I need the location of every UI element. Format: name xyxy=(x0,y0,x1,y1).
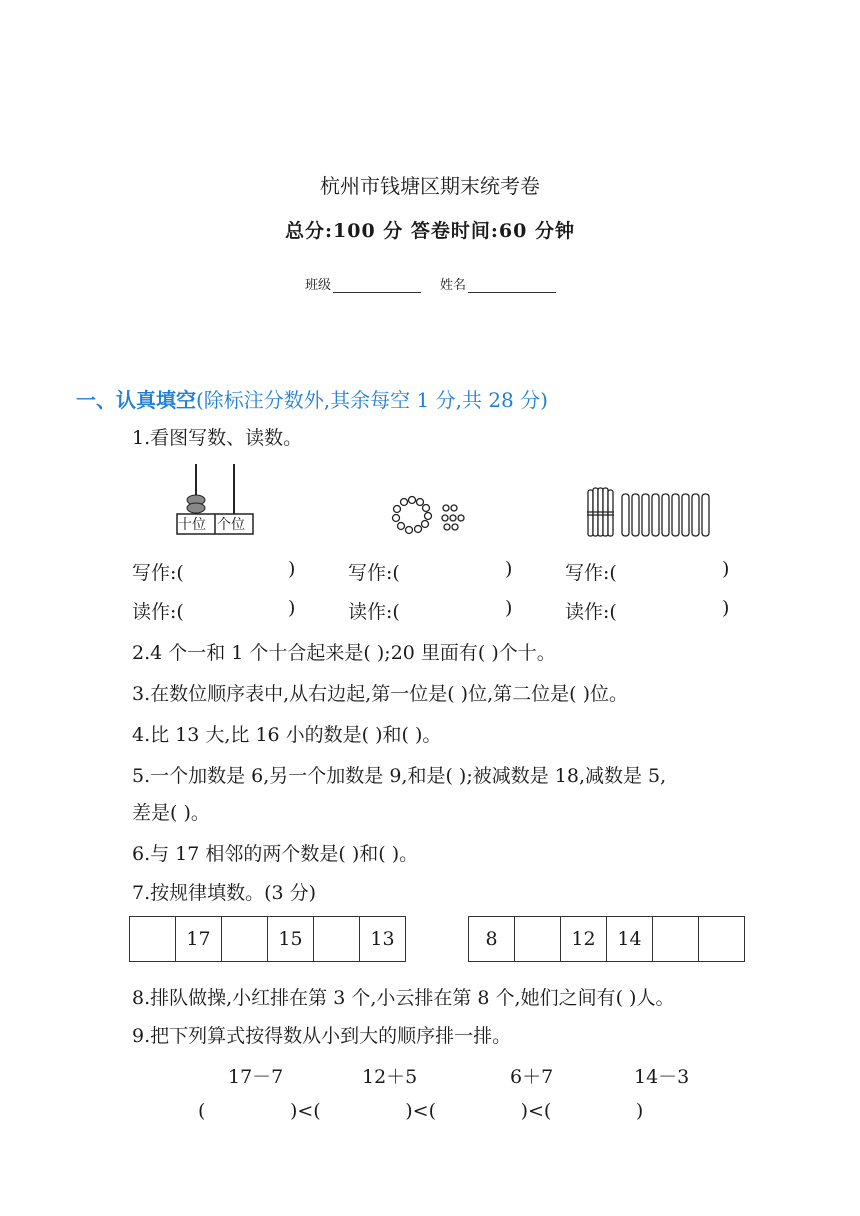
ordering-answer-line[interactable]: ( )<( )<( )<( ) xyxy=(198,1100,644,1122)
read-label-1: 读作:( xyxy=(132,601,184,623)
sequence-cell[interactable]: 17 xyxy=(176,917,222,961)
write-close-2: ) xyxy=(505,558,513,580)
name-blank[interactable] xyxy=(468,278,556,293)
name-label: 姓名 xyxy=(440,278,467,293)
read-close-2: ) xyxy=(505,597,513,619)
sequence-cell[interactable] xyxy=(130,917,176,961)
section-heading xyxy=(76,384,548,413)
question-9: 9.把下列算式按得数从小到大的顺序排一排。 xyxy=(132,1025,512,1047)
class-label: 班级 xyxy=(305,278,332,293)
page-title: 杭州市钱塘区期末统考卷 xyxy=(320,174,540,198)
abacus-tens-label: 十位 xyxy=(178,517,206,533)
expression-1: 17－7 xyxy=(228,1066,284,1088)
sequence-row-1 xyxy=(129,916,406,962)
name-field[interactable] xyxy=(440,274,556,293)
question-6: 6.与 17 相邻的两个数是( )和( )。 xyxy=(132,843,419,865)
page-subtitle: 总分:100 分 答卷时间:60 分钟 xyxy=(285,220,575,242)
write-close-1: ) xyxy=(288,558,296,580)
question-7: 7.按规律填数。(3 分) xyxy=(132,882,317,904)
sequence-cell[interactable]: 8 xyxy=(469,917,515,961)
question-1: 1.看图写数、读数。 xyxy=(132,427,303,449)
sequence-cell[interactable] xyxy=(699,917,744,961)
question-4: 4.比 13 大,比 16 小的数是( )和( )。 xyxy=(132,724,442,746)
sequence-cell[interactable]: 12 xyxy=(561,917,607,961)
sequence-cell[interactable]: 14 xyxy=(607,917,653,961)
expression-3: 6＋7 xyxy=(510,1066,554,1088)
sticks-figure xyxy=(584,486,714,542)
question-5-line-1: 5.一个加数是 6,另一个加数是 9,和是( );被减数是 18,减数是 5, xyxy=(132,765,667,787)
read-close-1: ) xyxy=(288,597,296,619)
section-title: 一、认真填空 xyxy=(76,388,196,412)
expression-4: 14－3 xyxy=(634,1066,690,1088)
class-blank[interactable] xyxy=(333,278,421,293)
sequence-cell[interactable] xyxy=(314,917,360,961)
write-label-2: 写作:( xyxy=(348,562,400,584)
question-8: 8.排队做操,小红排在第 3 个,小云排在第 8 个,她们之间有( )人。 xyxy=(132,987,675,1009)
read-label-3: 读作:( xyxy=(565,601,617,623)
sequence-cell[interactable] xyxy=(653,917,699,961)
question-3: 3.在数位顺序表中,从右边起,第一位是( )位,第二位是( )位。 xyxy=(132,683,628,705)
read-close-3: ) xyxy=(722,597,730,619)
question-2: 2.4 个一和 1 个十合起来是( );20 里面有( )个十。 xyxy=(132,642,556,664)
question-5-line-2: 差是( )。 xyxy=(132,802,210,824)
write-label-3: 写作:( xyxy=(565,562,617,584)
sequence-cell[interactable] xyxy=(515,917,561,961)
section-note: (除标注分数外,其余每空 1 分,共 28 分) xyxy=(196,388,548,412)
sequence-row-2 xyxy=(468,916,745,962)
abacus-ones-label: 个位 xyxy=(217,517,245,533)
beads-figure xyxy=(390,494,480,538)
expression-2: 12＋5 xyxy=(362,1066,418,1088)
write-label-1: 写作:( xyxy=(132,562,184,584)
class-field[interactable] xyxy=(305,274,421,293)
sequence-cell[interactable]: 13 xyxy=(370,928,395,950)
read-label-2: 读作:( xyxy=(348,601,400,623)
sequence-cell[interactable]: 15 xyxy=(268,917,314,961)
sequence-cell[interactable] xyxy=(222,917,268,961)
write-close-3: ) xyxy=(722,558,730,580)
